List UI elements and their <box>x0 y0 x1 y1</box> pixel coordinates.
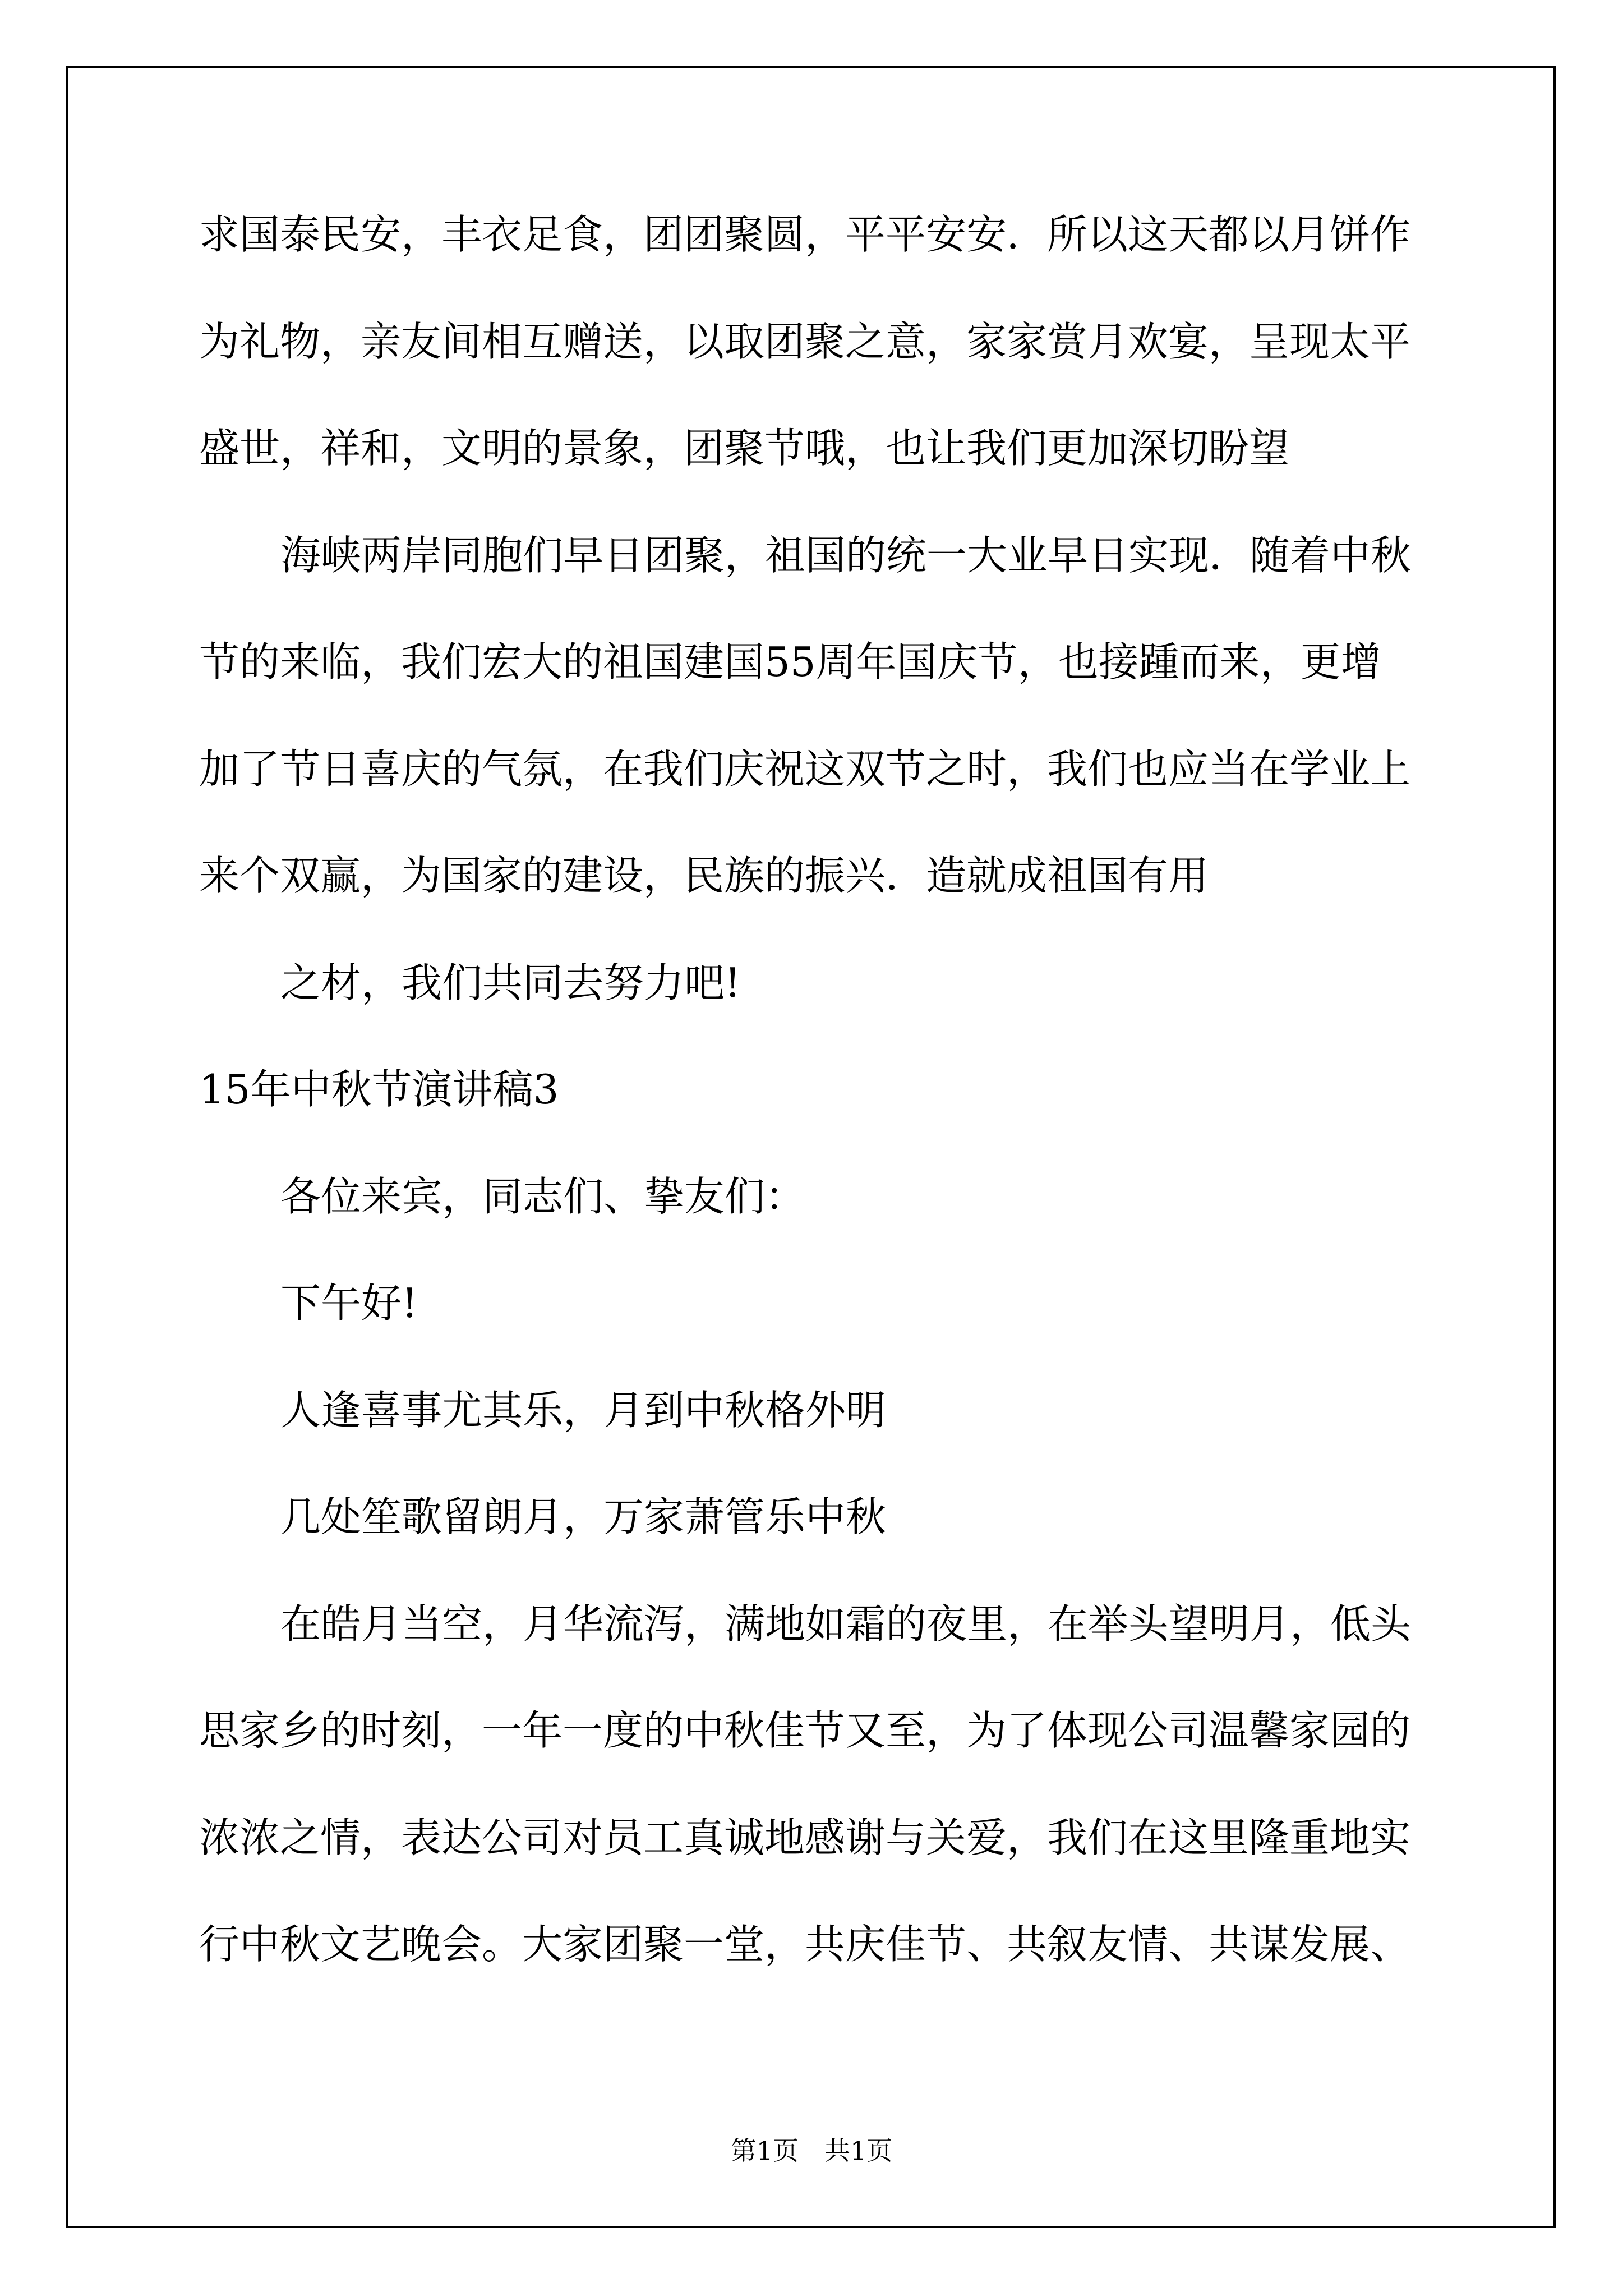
text-line: 思家乡的时刻，一年一度的中秋佳节又至，为了体现公司温馨家园的 <box>199 1707 1411 1754</box>
text-line: 为礼物，亲友间相互赠送，以取团聚之意，家家赏月欢宴，呈现太平 <box>199 318 1411 365</box>
text-line: 海峡两岸同胞们早日团聚，祖国的统一大业早日实现．随着中秋 <box>280 531 1412 579</box>
document-body <box>199 208 1433 2024</box>
text-line: 浓浓之情，表达公司对员工真诚地感谢与关爱，我们在这里隆重地实 <box>199 1814 1411 1861</box>
page-footer: 第1页 共1页 <box>730 2136 893 2166</box>
text-line: 节的来临，我们宏大的祖国建国55周年国庆节，也接踵而来，更增 <box>199 638 1381 685</box>
text-line: 15年中秋节演讲稿3 <box>199 1066 559 1113</box>
text-line: 加了节日喜庆的气氛，在我们庆祝这双节之时，我们也应当在学业上 <box>199 745 1411 793</box>
text-line: 求国泰民安，丰衣足食，团团聚圆，平平安安．所以这天都以月饼作 <box>199 211 1411 258</box>
text-line: 之材，我们共同去努力吧! <box>280 959 741 1006</box>
text-line: 几处笙歌留朗月，万家萧管乐中秋 <box>280 1493 887 1540</box>
text-line: 来个双赢，为国家的建设，民族的振兴．造就成祖国有用 <box>199 852 1209 899</box>
text-line: 盛世，祥和，文明的景象，团聚节哦，也让我们更加深切盼望 <box>199 425 1290 472</box>
text-line: 人逢喜事尤其乐，月到中秋格外明 <box>280 1386 887 1434</box>
text-line: 行中秋文艺晚会。大家团聚一堂，共庆佳节、共叙友情、共谋发展、 <box>199 1921 1411 1968</box>
text-line: 各位来宾，同志们、挚友们： <box>280 1172 806 1220</box>
text-line: 下午好! <box>280 1280 418 1327</box>
text-line: 在皓月当空，月华流泻，满地如霜的夜里，在举头望明月，低头 <box>280 1600 1412 1648</box>
